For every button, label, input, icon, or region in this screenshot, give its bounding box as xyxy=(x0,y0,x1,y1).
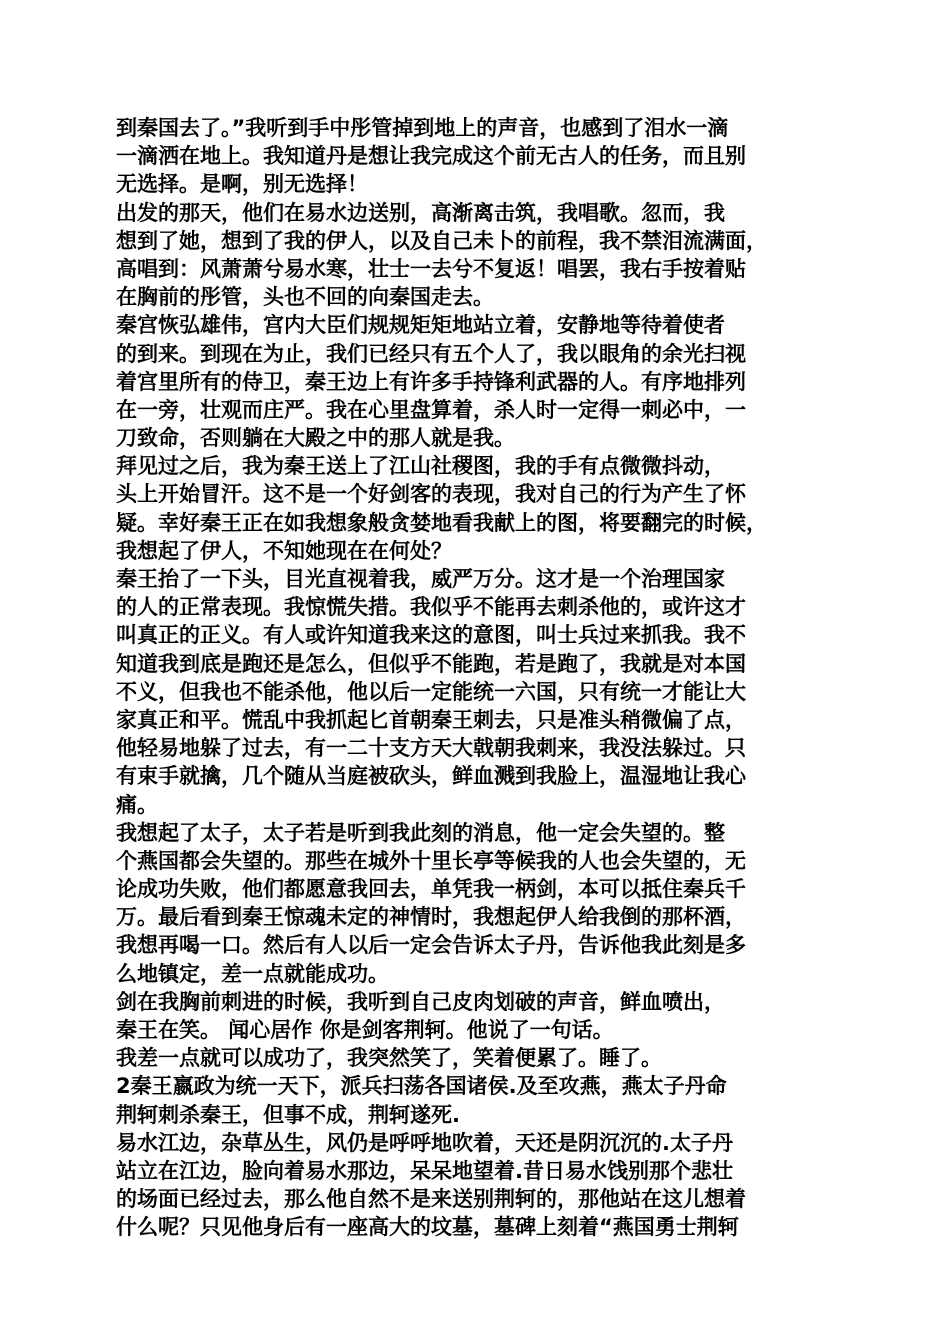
text-line: 剑在我胸前刺进的时候，我听到自己皮肉划破的声音，鲜血喷出， xyxy=(116,989,725,1014)
text-line: 出发的那天，他们在易水边送别，高渐离击筑，我唱歌。忽而，我 xyxy=(116,200,725,225)
text-line: 个燕国都会失望的。那些在城外十里长亭等候我的人也会失望的，无 xyxy=(116,848,746,873)
text-line: 在一旁，壮观而庄严。我在心里盘算着，杀人时一定得一刺必中，一 xyxy=(116,397,746,422)
text-line: 家真正和平。慌乱中我抓起匕首朝秦王刺去，只是准头稍微偏了点， xyxy=(116,707,746,732)
text-line: 知道我到底是跑还是怎么，但似乎不能跑，若是跑了，我就是对本国 xyxy=(116,651,746,676)
text-line: 秦王抬了一下头，目光直视着我，威严万分。这才是一个治理国家 xyxy=(116,567,725,591)
text-line: 到秦国去了。”我听到手中彤管掉到地上的声音，也感到了泪水一滴 xyxy=(116,116,729,140)
text-line: 易水江边，杂草丛生，风仍是呼呼地吹着，天还是阴沉沉的.太子丹 xyxy=(116,1130,733,1155)
text-line: 着宫里所有的侍卫，秦王边上有许多手持锋利武器的人。有序地排列 xyxy=(116,369,746,394)
text-line: 秦宫恢弘雄伟，宫内大臣们规规矩矩地站立着，安静地等待着使者 xyxy=(116,313,725,338)
text-line: 高唱到：风萧萧兮易水寒，壮士一去兮不复返！唱罢，我右手按着贴 xyxy=(116,256,746,281)
text-line: 我差一点就可以成功了，我突然笑了，笑着便累了。睡了。 xyxy=(116,1046,662,1071)
text-line: 拜见过之后，我为秦王送上了江山社稷图，我的手有点微微抖动， xyxy=(116,454,725,479)
text-line: 痛。 xyxy=(116,792,158,817)
text-line: 他轻易地躲了过去，有一二十支方天大戟朝我刺来，我没法躲过。只 xyxy=(116,736,746,761)
text-line: 秦王在笑。 闻心居作 你是剑客荆轲。他说了一句话。 xyxy=(116,1018,614,1042)
text-line: 么地镇定，差一点就能成功。 xyxy=(116,961,389,986)
text-line: 疑。幸好秦王正在如我想象般贪婪地看我献上的图，将要翻完的时候， xyxy=(116,510,767,535)
text-line: 无选择。是啊，别无选择！ xyxy=(116,172,368,197)
text-line: 荆轲刺杀秦王，但事不成，荆轲遂死. xyxy=(116,1102,460,1127)
text-line: 什么呢？只见他身后有一座高大的坟墓，墓碑上刻着“燕国勇士荆轲 xyxy=(116,1215,739,1240)
text-line: 的人的正常表现。我惊慌失措。我似乎不能再去刺杀他的，或许这才 xyxy=(116,595,746,620)
document-page xyxy=(116,114,846,1242)
text-line: 刀致命，否则躺在大殿之中的那人就是我。 xyxy=(116,426,515,451)
text-line: 有束手就擒，几个随从当庭被砍头，鲜血溅到我脸上，温湿地让我心 xyxy=(116,764,746,789)
text-line: 论成功失败，他们都愿意我回去，单凭我一柄剑，本可以抵住秦兵千 xyxy=(116,877,746,902)
text-line: 头上开始冒汗。这不是一个好剑客的表现，我对自己的行为产生了怀 xyxy=(116,482,746,507)
text-line: 站立在江边，脸向着易水那边，呆呆地望着.昔日易水饯别那个悲壮 xyxy=(116,1158,733,1183)
text-line: 的场面已经过去，那么他自然不是来送别荆轲的，那他站在这儿想着 xyxy=(116,1187,746,1212)
text-line: 我想起了太子，太子若是听到我此刻的消息，他一定会失望的。整 xyxy=(116,820,725,845)
text-line: 想到了她，想到了我的伊人，以及自己未卜的前程，我不禁泪流满面， xyxy=(116,228,767,253)
text-line: 我想起了伊人，不知她现在在何处？ xyxy=(116,538,452,563)
text-line: 在胸前的彤管，头也不回的向秦国走去。 xyxy=(116,285,494,310)
text-line: 的到来。到现在为止，我们已经只有五个人了，我以眼角的余光扫视 xyxy=(116,341,746,366)
text-line: 我想再喝一口。然后有人以后一定会告诉太子丹，告诉他我此刻是多 xyxy=(116,933,746,958)
text-line: 不义，但我也不能杀他，他以后一定能统一六国，只有统一才能让大 xyxy=(116,679,746,704)
text-line: 万。最后看到秦王惊魂未定的神情时，我想起伊人给我倒的那杯酒， xyxy=(116,905,746,930)
text-line: 2秦王嬴政为统一天下，派兵扫荡各国诸侯.及至攻燕，燕太子丹命 xyxy=(116,1074,727,1099)
text-line: 一滴洒在地上。我知道丹是想让我完成这个前无古人的任务，而且别 xyxy=(116,144,746,169)
text-line: 叫真正的正义。有人或许知道我来这的意图，叫士兵过来抓我。我不 xyxy=(116,623,746,648)
